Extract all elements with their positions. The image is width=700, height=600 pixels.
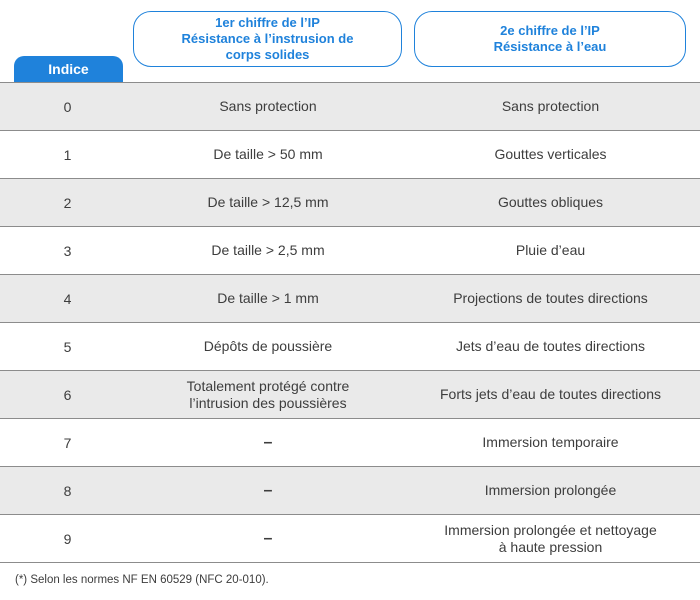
water-text: Forts jets d’eau de toutes directions — [439, 386, 661, 402]
index-cell: 4 — [63, 290, 72, 307]
solid-cell — [135, 530, 401, 547]
water-cell — [401, 482, 700, 499]
footnote: (*) Selon les normes NF EN 60529 (NFC 20-010). — [15, 574, 269, 586]
table-header — [0, 0, 700, 82]
index-cell: 2 — [63, 194, 72, 211]
solid-cell — [135, 194, 401, 211]
header-second-digit-line2: Résistance à l’eau — [493, 39, 607, 54]
solid-text: De taille > 1 mm — [217, 290, 319, 306]
header-indice: Indice — [14, 56, 123, 82]
water-cell — [401, 242, 700, 259]
solid-cell — [135, 434, 401, 451]
water-text: Sans protection — [501, 98, 600, 114]
solid-text: De taille > 12,5 mm — [207, 194, 329, 210]
water-cell — [401, 146, 700, 163]
ip-table — [0, 82, 700, 563]
water-cell — [401, 338, 700, 355]
solid-cell — [135, 146, 401, 163]
water-cell — [401, 434, 700, 451]
water-text: Immersion prolongée — [484, 482, 617, 498]
water-text-line2: à haute pression — [498, 538, 603, 555]
solid-text: Dépôts de poussière — [203, 338, 333, 354]
table-row — [0, 83, 700, 131]
water-text: Gouttes obliques — [497, 194, 604, 210]
water-cell — [401, 386, 700, 403]
index-cell: 6 — [63, 386, 72, 403]
solid-text: – — [263, 530, 273, 547]
table-row — [0, 515, 700, 563]
index-cell: 9 — [63, 530, 72, 547]
index-cell: 7 — [63, 434, 72, 451]
index-cell: 5 — [63, 338, 72, 355]
solid-text: De taille > 2,5 mm — [211, 242, 325, 258]
water-cell — [401, 290, 700, 307]
solid-text: Sans protection — [219, 98, 317, 114]
table-row — [0, 371, 700, 419]
solid-text: Totalement protégé contre — [186, 377, 350, 394]
header-first-digit — [133, 11, 402, 67]
header-first-digit-line1: 1er chiffre de l’IP — [215, 15, 320, 30]
index-cell: 3 — [63, 242, 72, 259]
table-row — [0, 131, 700, 179]
water-text: Jets d’eau de toutes directions — [455, 338, 646, 354]
water-text: Gouttes verticales — [494, 146, 607, 162]
header-first-digit-line3: corps solides — [225, 47, 310, 62]
solid-cell — [135, 98, 401, 115]
solid-text: – — [263, 434, 273, 451]
water-text: Immersion temporaire — [482, 434, 619, 450]
solid-cell — [135, 242, 401, 259]
solid-cell — [135, 378, 401, 412]
water-text: Pluie d’eau — [515, 242, 586, 258]
header-second-digit — [414, 11, 686, 67]
water-cell — [401, 522, 700, 556]
solid-cell — [135, 338, 401, 355]
water-cell — [401, 194, 700, 211]
solid-text: De taille > 50 mm — [213, 146, 323, 162]
table-row — [0, 323, 700, 371]
index-cell: 0 — [63, 98, 72, 115]
header-second-digit-line1: 2e chiffre de l’IP — [500, 23, 600, 38]
table-row — [0, 467, 700, 515]
water-cell — [401, 98, 700, 115]
water-text: Projections de toutes directions — [453, 290, 648, 306]
water-text: Immersion prolongée et nettoyage — [444, 521, 657, 538]
solid-cell — [135, 290, 401, 307]
solid-text: – — [263, 482, 273, 499]
table-row — [0, 275, 700, 323]
header-first-digit-line2: Résistance à l’instrusion de — [181, 31, 354, 46]
index-cell: 8 — [63, 482, 72, 499]
table-row — [0, 419, 700, 467]
index-cell: 1 — [63, 146, 72, 163]
table-row — [0, 179, 700, 227]
table-row — [0, 227, 700, 275]
solid-text-line2: l’intrusion des poussières — [189, 394, 347, 411]
solid-cell — [135, 482, 401, 499]
